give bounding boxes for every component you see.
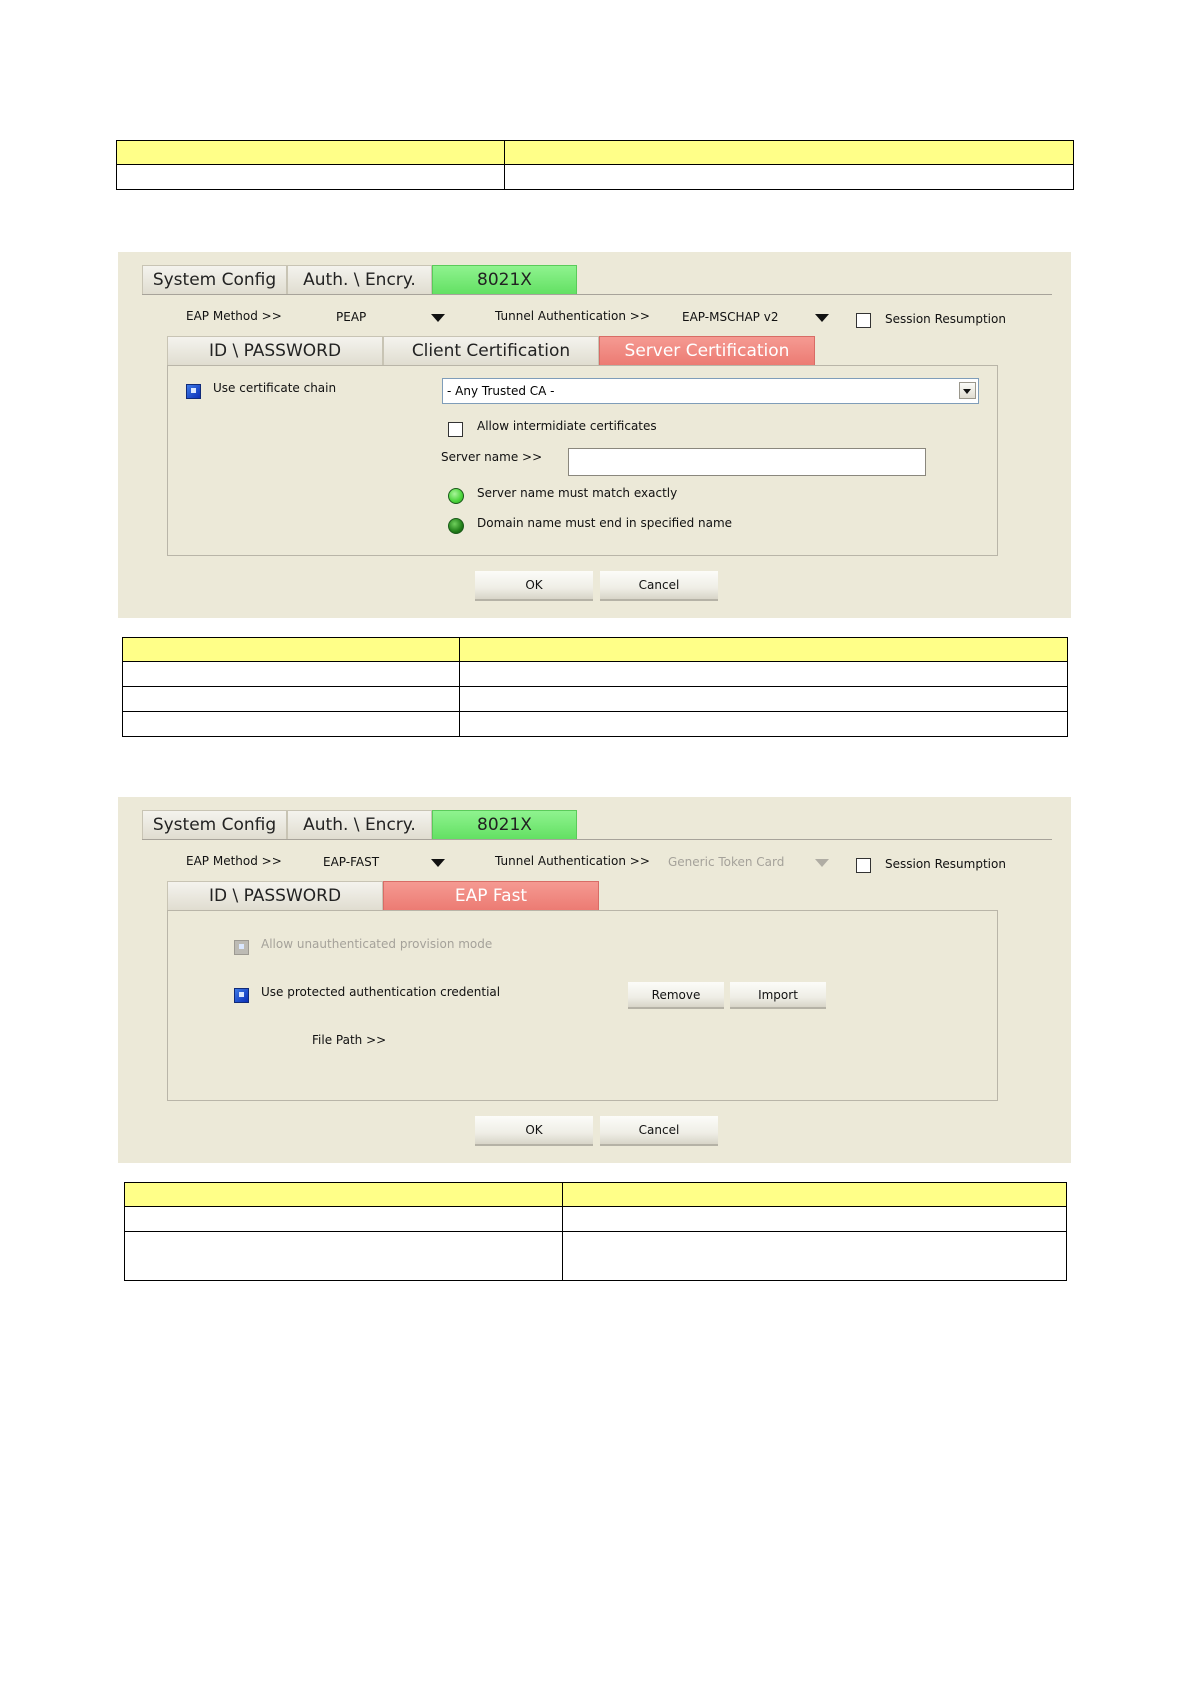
table-1 (116, 140, 1074, 190)
server-name-exact-label: Server name must match exactly (477, 486, 678, 500)
use-protected-checkbox[interactable] (234, 988, 249, 1003)
cancel-button[interactable]: Cancel (600, 1116, 718, 1146)
eap-method-dropdown-icon[interactable] (431, 859, 445, 867)
import-button[interactable]: Import (730, 982, 826, 1009)
tab-auth-encry[interactable]: Auth. \ Encry. (287, 265, 432, 294)
eap-method-value[interactable]: PEAP (336, 310, 367, 324)
allow-intermediate-label: Allow intermidiate certificates (477, 419, 657, 433)
file-path-label: File Path >> (312, 1033, 387, 1047)
tab-8021x[interactable]: 8021X (432, 810, 577, 839)
eap-method-dropdown-icon[interactable] (431, 314, 445, 322)
table-header-row (123, 638, 1068, 662)
subtab-client-certification[interactable]: Client Certification (383, 336, 599, 365)
session-resumption-label: Session Resumption (885, 312, 1006, 326)
server-name-label: Server name >> (441, 450, 543, 464)
allow-unauth-label: Allow unauthenticated provision mode (261, 937, 493, 951)
tab-underline (142, 839, 1052, 840)
tunnel-auth-label: Tunnel Authentication >> (495, 854, 650, 868)
tab-system-config[interactable]: System Config (142, 810, 287, 839)
table-header-row (117, 141, 1074, 165)
server-name-input[interactable] (568, 448, 926, 476)
subtab-id-password[interactable]: ID \ PASSWORD (167, 881, 383, 910)
ca-select[interactable] (442, 378, 979, 404)
remove-button[interactable]: Remove (628, 982, 724, 1009)
tunnel-auth-label: Tunnel Authentication >> (495, 309, 650, 323)
subtab-id-password[interactable]: ID \ PASSWORD (167, 336, 383, 365)
use-cert-chain-checkbox[interactable] (186, 384, 201, 399)
tunnel-auth-value[interactable]: EAP-MSCHAP v2 (682, 310, 779, 324)
eap-method-label: EAP Method >> (186, 854, 282, 868)
session-resumption-checkbox[interactable] (856, 858, 871, 873)
eap-method-value[interactable]: EAP-FAST (323, 855, 380, 869)
session-resumption-label: Session Resumption (885, 857, 1006, 871)
table-row (123, 687, 1068, 712)
use-cert-chain-label: Use certificate chain (213, 381, 337, 395)
server-name-exact-radio[interactable] (448, 488, 464, 504)
dialog-8021x-peap (118, 252, 1071, 618)
tab-underline (142, 294, 1052, 295)
tunnel-auth-dropdown-icon (815, 859, 829, 867)
domain-name-end-label: Domain name must end in specified name (477, 516, 733, 530)
tunnel-auth-dropdown-icon[interactable] (815, 314, 829, 322)
subtab-eap-fast[interactable]: EAP Fast (383, 881, 599, 910)
domain-name-end-radio[interactable] (448, 518, 464, 534)
subtab-server-certification[interactable]: Server Certification (599, 336, 815, 365)
table-row (125, 1207, 1067, 1232)
table-row (123, 712, 1068, 737)
ca-select-value: - Any Trusted CA - (447, 384, 555, 398)
ok-button[interactable]: OK (475, 571, 593, 601)
use-protected-label: Use protected authentication credential (261, 985, 501, 999)
ok-button[interactable]: OK (475, 1116, 593, 1146)
tunnel-auth-value: Generic Token Card (668, 855, 785, 869)
eap-method-label: EAP Method >> (186, 309, 282, 323)
table-row (125, 1232, 1067, 1281)
table-2 (122, 637, 1068, 737)
tab-8021x[interactable]: 8021X (432, 265, 577, 294)
allow-unauth-checkbox (234, 940, 249, 955)
session-resumption-checkbox[interactable] (856, 313, 871, 328)
dialog-8021x-eap-fast (118, 797, 1071, 1163)
table-3 (124, 1182, 1067, 1281)
ca-select-dropdown-icon[interactable] (959, 382, 976, 399)
table-header-row (125, 1183, 1067, 1207)
tab-system-config[interactable]: System Config (142, 265, 287, 294)
allow-intermediate-checkbox[interactable] (448, 422, 463, 437)
table-row (117, 165, 1074, 190)
tab-auth-encry[interactable]: Auth. \ Encry. (287, 810, 432, 839)
cancel-button[interactable]: Cancel (600, 571, 718, 601)
table-row (123, 662, 1068, 687)
